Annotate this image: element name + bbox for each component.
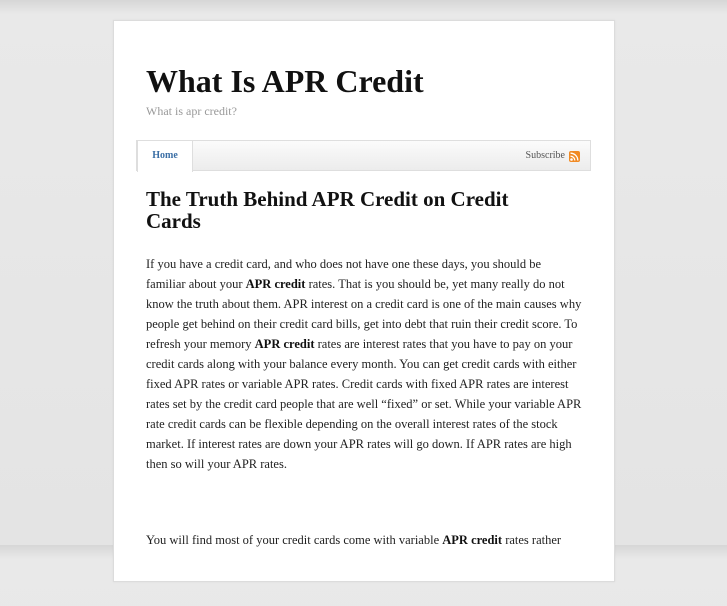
site-title[interactable]: What Is APR Credit xyxy=(146,63,424,99)
keyword-bold: APR credit xyxy=(245,277,306,291)
paragraph-text: rates. That is you should be, yet many really do not know the truth about them. APR interest on a credit card is one of the main causes why people get behind on their credit card bills, get into debt that ruin their credit score. To refresh your memory xyxy=(146,277,582,351)
post-body xyxy=(146,254,582,606)
keyword-bold: APR credit xyxy=(442,533,503,547)
paragraph-text: rates rather xyxy=(502,533,562,547)
site-description: What is apr credit? xyxy=(146,104,237,118)
paragraph-text: You will find most of your credit cards come with variable xyxy=(146,533,443,547)
post-title[interactable]: The Truth Behind APR Credit on Credit Cards xyxy=(146,187,509,233)
nav-home-link[interactable]: Home xyxy=(137,140,193,172)
paragraph-text: rates are interest rates that you have to pay on your credit cards along with your balance every month. You can get credit cards with either fixed APR rates or variable APR rates. Credit cards with fixed APR rates are interest rates set by the credit card people that are well “fixed” or set. While your variable APR rate credit cards can be flexible depending on the overall interest rates of the stock market. If interest rates are down your APR rates will go down. If APR rates are high then so will your APR rates. xyxy=(146,337,582,471)
subscribe-label: Subscribe xyxy=(525,150,565,161)
subscribe-link[interactable] xyxy=(526,149,580,163)
page-container xyxy=(113,20,615,582)
navigation-bar xyxy=(136,140,591,171)
post-paragraph-1 xyxy=(146,254,582,474)
post-paragraph-2 xyxy=(146,530,582,550)
paragraph-text: If you have a credit card, and who does not have one these days, you should be familiar about your xyxy=(146,257,542,291)
keyword-bold: APR credit xyxy=(254,337,315,351)
rss-icon xyxy=(569,151,580,162)
